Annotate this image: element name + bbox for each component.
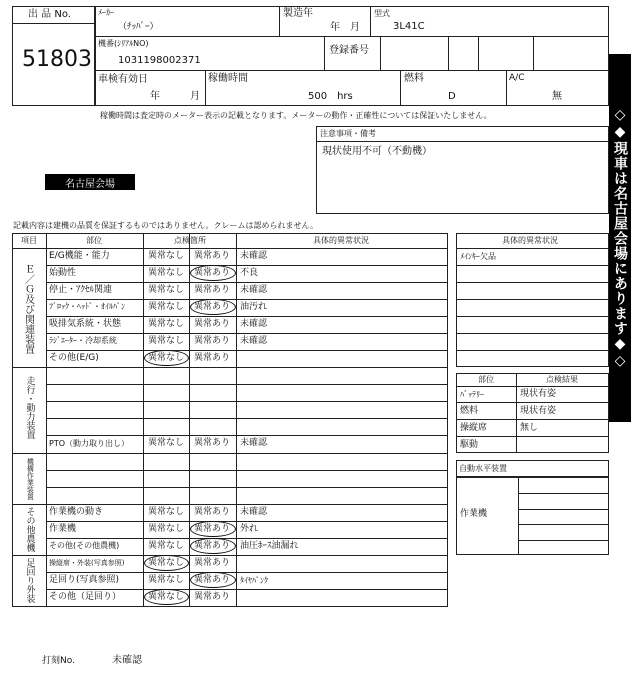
- check-ng: 異常あり: [194, 285, 231, 295]
- header-detail: 具体的異常状況: [313, 236, 369, 245]
- check-ok: 異常なし: [148, 507, 185, 517]
- part-label: 吸排気系統・状態: [49, 319, 122, 329]
- detail-text: 未確認: [240, 507, 268, 517]
- circle-mark: [190, 538, 236, 554]
- check-ng: 異常あり: [194, 558, 231, 568]
- right-check-part: 燃料: [460, 406, 479, 416]
- fuel-label: 燃料: [404, 73, 424, 84]
- notes-value: 現状使用不可（不動機）: [322, 146, 432, 157]
- year-label: 製造年: [283, 8, 313, 19]
- header-item: 項目: [21, 236, 37, 245]
- check-ng: 異常あり: [194, 353, 231, 363]
- right-check-part: 駆動: [460, 440, 479, 450]
- section-undercarriage: 足回り外装: [24, 558, 35, 603]
- check-ok: 異常なし: [148, 558, 185, 568]
- header-part: 部位: [86, 236, 102, 245]
- check-ok: 異常なし: [148, 575, 185, 585]
- part-label: 作業機の動き: [49, 507, 104, 517]
- section-drive: 走行・動力装置: [24, 376, 35, 439]
- right-check-result: 現状有姿: [520, 389, 557, 399]
- hours-value: 500 hrs: [308, 91, 353, 102]
- part-label: 始動性: [49, 268, 77, 278]
- right-check-header-part: 部位: [478, 375, 494, 384]
- section-engine: Ｅ／Ｇ及び関連装置: [22, 264, 34, 354]
- check-ng: 異常あり: [194, 541, 231, 551]
- check-ng: 異常あり: [194, 507, 231, 517]
- circle-mark: [190, 299, 236, 315]
- detail-text: 油圧ﾎｰｽ油漏れ: [240, 541, 299, 551]
- circle-mark: [190, 521, 236, 537]
- part-label: その他（足回り）: [49, 592, 122, 602]
- check-ok: 異常なし: [148, 251, 185, 261]
- check-ok: 異常なし: [148, 319, 185, 329]
- stamp-label: 打刻No.: [42, 656, 75, 666]
- circle-mark: [144, 555, 189, 571]
- model-value: 3L41C: [393, 21, 425, 32]
- check-ng: 異常あり: [194, 592, 231, 602]
- check-ok: 異常なし: [148, 336, 185, 346]
- detail-text: 未確認: [240, 319, 268, 329]
- check-ng: 異常あり: [194, 524, 231, 534]
- inspection-label: 車検有効日: [98, 74, 148, 85]
- detail-text: 未確認: [240, 251, 268, 261]
- detail-text: 外れ: [240, 524, 259, 534]
- inspection-unit: 年 月: [150, 91, 200, 102]
- notes-label: 注意事項・備考: [320, 129, 376, 138]
- check-ng: 異常あり: [194, 575, 231, 585]
- check-ok: 異常なし: [148, 524, 185, 534]
- self-level-label: 自動水平装置: [459, 464, 507, 473]
- circle-mark: [190, 265, 236, 281]
- part-label: 停止・ｱｸｾﾙ関連: [49, 285, 113, 295]
- ac-value: 無: [552, 91, 562, 102]
- part-label: 足回り(写真参照): [49, 575, 120, 585]
- section-mechanism: 機構作業装置: [26, 458, 35, 500]
- right-check-part: ﾊﾞｯﾃﾘｰ: [460, 390, 484, 399]
- part-label: ﾌﾞﾛｯｸ・ﾍｯﾄﾞ・ｵｲﾙﾊﾟﾝ: [49, 302, 125, 311]
- registration-label: 登録番号: [329, 45, 369, 56]
- check-ok: 異常なし: [148, 353, 185, 363]
- check-ok: 異常なし: [148, 285, 185, 295]
- lot-no-label: 出 品 No.: [28, 9, 71, 20]
- maker-label: ﾒｰｶｰ: [98, 8, 114, 17]
- part-label: 操縦席・外装(写真参照): [49, 559, 125, 567]
- check-ok: 異常なし: [148, 592, 185, 602]
- part-label: ﾗｼﾞｴｰﾀｰ・冷却系統: [49, 336, 117, 345]
- fuel-value: D: [448, 91, 456, 102]
- right-check-result: 現状有姿: [520, 406, 557, 416]
- hours-label: 稼働時間: [208, 73, 248, 84]
- check-ng: 異常あり: [194, 251, 231, 261]
- header-check: 点検箇所: [174, 236, 206, 245]
- check-ng: 異常あり: [194, 268, 231, 278]
- notes-box: [316, 126, 609, 214]
- lot-no: 51803: [22, 47, 92, 72]
- venue-label: 名古屋会場: [45, 174, 135, 190]
- right-detail-header: 具体的異常状況: [502, 236, 558, 245]
- disclaimer: 記載内容は建機の品質を保証するものではありません。クレームは認められません。: [13, 221, 318, 230]
- check-ok: 異常なし: [148, 541, 185, 551]
- part-label: 作業機: [49, 524, 77, 534]
- location-banner: ◇◆現車は名古屋会場にあります◆◇: [609, 54, 631, 422]
- check-ng: 異常あり: [194, 336, 231, 346]
- check-ok: 異常なし: [148, 268, 185, 278]
- circle-mark: [144, 350, 189, 366]
- model-label: 型式: [374, 9, 390, 18]
- part-label: その他(E/G): [49, 353, 99, 363]
- detail-text: 油汚れ: [240, 302, 268, 312]
- check-ng: 異常あり: [194, 302, 231, 312]
- check-ng: 異常あり: [194, 438, 231, 448]
- part-label: その他(その他農機): [49, 541, 120, 550]
- detail-text: ﾀｲﾔﾊﾟﾝｸ: [240, 576, 268, 585]
- check-ng: 異常あり: [194, 319, 231, 329]
- check-ok: 異常なし: [148, 438, 185, 448]
- implement-label: 作業機: [460, 509, 488, 519]
- detail-text: 未確認: [240, 438, 268, 448]
- right-check-part: 操縦席: [460, 423, 488, 433]
- detail-text: 未確認: [240, 285, 268, 295]
- circle-mark: [190, 572, 236, 588]
- circle-mark: [144, 589, 189, 605]
- maker-value: （ﾁｯﾊﾟｰ）: [118, 22, 159, 32]
- serial-value: 1031198002371: [118, 55, 201, 66]
- part-label: E/G機能・能力: [49, 251, 110, 261]
- ac-label: A/C: [509, 73, 525, 83]
- section-other: その他農機: [24, 507, 35, 552]
- stamp-value: 未確認: [112, 655, 142, 666]
- serial-label: 機番(ｼﾘｱﾙNO): [98, 39, 149, 48]
- check-ok: 異常なし: [148, 302, 185, 312]
- part-label: PTO（動力取り出し）: [49, 439, 130, 448]
- right-check-header-result: 点検結果: [546, 375, 578, 384]
- year-unit: 年 月: [330, 22, 360, 33]
- right-detail-first: ﾒｲﾝｷｰ欠品: [460, 252, 496, 261]
- right-check-result: 無し: [520, 423, 539, 433]
- detail-text: 未確認: [240, 336, 268, 346]
- hours-note: 稼働時間は査定時のメーター表示の記載となります。メーターの動作・正確性については保証いたしません。: [100, 111, 492, 120]
- detail-text: 不良: [240, 268, 259, 278]
